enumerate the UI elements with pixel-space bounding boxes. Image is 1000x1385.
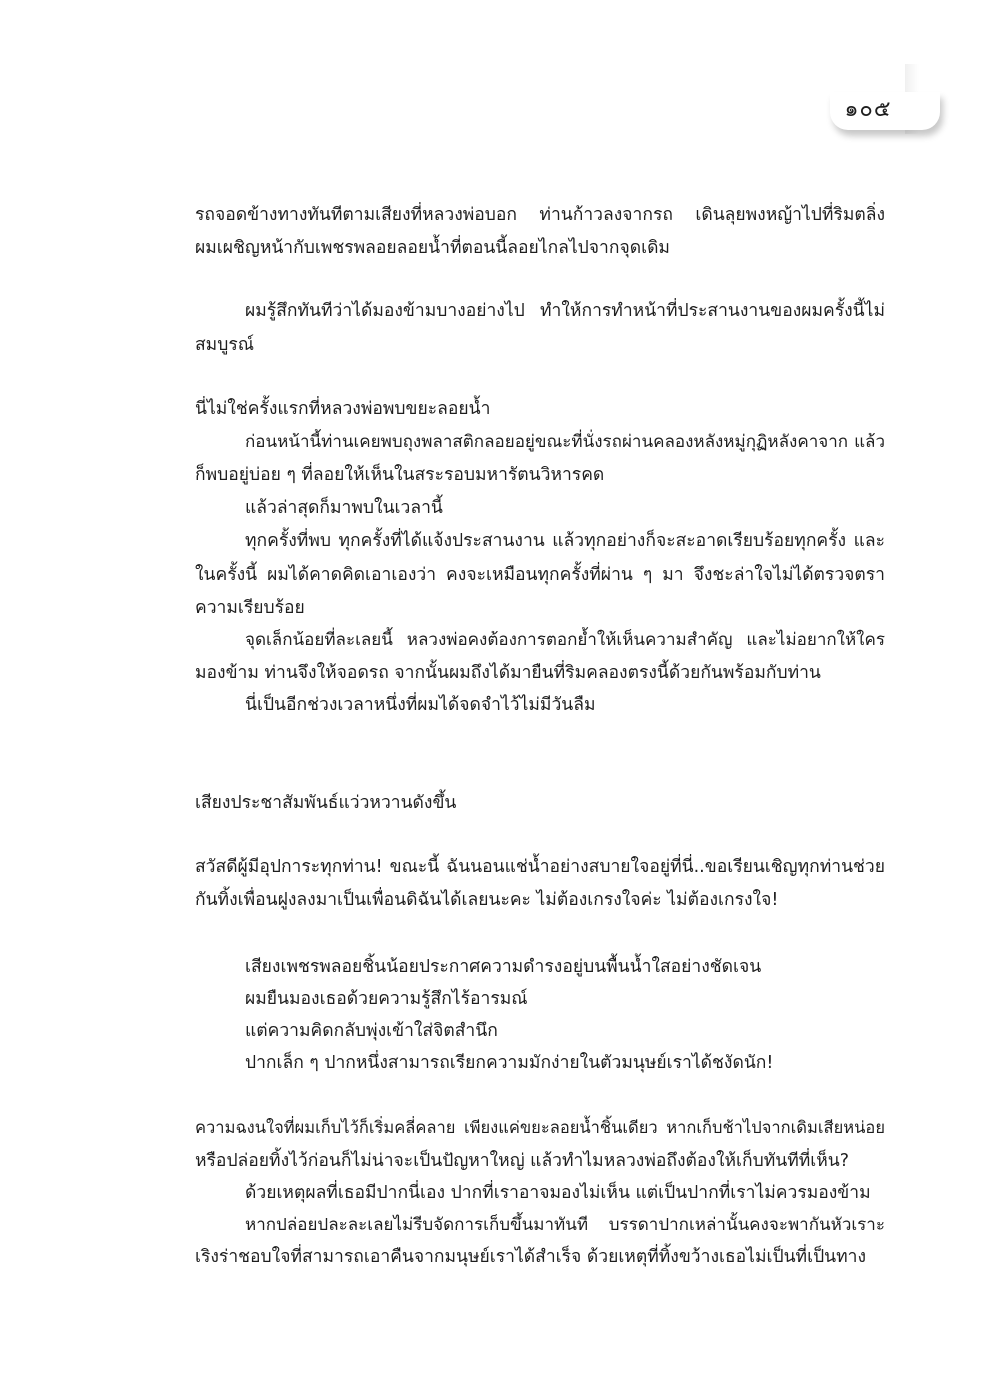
page-number: ๑๐๕ <box>844 97 892 122</box>
text-line: ความฉงนใจที่ผมเก็บไว้ก็เริ่มคลี่คลาย เพียงแค่ขยะลอยน้ำชิ้นเดียว หากเก็บช้าไปจากเดิมเสียหน่อย <box>195 1118 885 1137</box>
text-line: เสียงเพชรพลอยชิ้นน้อยประกาศความดำรงอยู่บนพื้นน้ำใสอย่างชัดเจน <box>245 957 762 977</box>
text-line: ปากเล็ก ๆ ปากหนึ่งสามารถเรียกความมักง่ายในตัวมนุษย์เราได้ชงัดนัก! <box>245 1053 774 1073</box>
text-line: รถจอดข้างทางทันทีตามเสียงที่หลวงพ่อบอก ท่านก้าวลงจากรถ เดินลุยพงหญ้าไปที่ริมตลิ่ง <box>195 205 885 225</box>
text-line: มองข้าม ท่านจึงให้จอดรถ จากนั้นผมถึงได้มายืนที่ริมคลองตรงนี้ด้วยกันพร้อมกับท่าน <box>195 663 821 683</box>
text-line: นี่ไม่ใช่ครั้งแรกที่หลวงพ่อพบขยะลอยน้ำ <box>195 399 491 419</box>
text-line: สมบูรณ์ <box>195 335 254 355</box>
text-line: หรือปล่อยทิ้งไว้ก่อนก็ไม่น่าจะเป็นปัญหาใหญ่ แล้วทำไมหลวงพ่อถึงต้องให้เก็บทันทีที่เห็น? <box>195 1151 850 1171</box>
text-line: ความเรียบร้อย <box>195 598 305 618</box>
text-line: ก็พบอยู่บ่อย ๆ ที่ลอยให้เห็นในสระรอบมหารัตนวิหารคด <box>195 465 605 485</box>
text-line: กันทิ้งเพื่อนฝูงลงมาเป็นเพื่อนดิฉันได้เลยนะคะ ไม่ต้องเกรงใจค่ะ ไม่ต้องเกรงใจ! <box>195 890 779 910</box>
text-line: เสียงประชาสัมพันธ์แว่วหวานดังขึ้น <box>195 793 457 813</box>
text-line: แล้วล่าสุดก็มาพบในเวลานี้ <box>245 498 443 518</box>
text-line: หากปล่อยปละละเลยไม่รีบจัดการเก็บขึ้นมาทันที บรรดาปากเหล่านั้นคงจะพากันหัวเราะ <box>245 1215 885 1235</box>
text-line: นี่เป็นอีกช่วงเวลาหนึ่งที่ผมได้จดจำไว้ไม่มีวันลืม <box>245 695 596 715</box>
text-line: ผมรู้สึกทันทีว่าได้มองข้ามบางอย่างไป ทำให้การทำหน้าที่ประสานงานของผมครั้งนี้ไม่ <box>245 301 885 321</box>
text-line: ผมเผชิญหน้ากับเพชรพลอยลอยน้ำที่ตอนนี้ลอยไกลไปจากจุดเดิม <box>195 238 670 258</box>
text-line: ก่อนหน้านี้ท่านเคยพบถุงพลาสติกลอยอยู่ขณะที่นั่งรถผ่านคลองหลังหมู่กุฏิหลังคาจาก แล้ว <box>245 432 885 452</box>
text-line: จุดเล็กน้อยที่ละเลยนี้ หลวงพ่อคงต้องการตอกย้ำให้เห็นความสำคัญ และไม่อยากให้ใคร <box>245 630 885 650</box>
text-line: ทุกครั้งที่พบ ทุกครั้งที่ได้แจ้งประสานงาน แล้วทุกอย่างก็จะสะอาดเรียบร้อยทุกครั้ง และ <box>245 531 885 551</box>
text-line: ผมยืนมองเธอด้วยความรู้สึกไร้อารมณ์ <box>245 989 528 1009</box>
text-line: แต่ความคิดกลับพุ่งเข้าใส่จิตสำนึก <box>245 1021 498 1041</box>
text-line: ในครั้งนี้ ผมได้คาดคิดเอาเองว่า คงจะเหมือนทุกครั้งที่ผ่าน ๆ มา จึงชะล่าใจไม่ได้ตรวจตรา <box>195 565 885 585</box>
text-line: เริงร่าชอบใจที่สามารถเอาคืนจากมนุษย์เราได้สำเร็จ ด้วยเหตุที่ทิ้งขว้างเธอไม่เป็นที่เป็นทาง <box>195 1247 867 1267</box>
text-line: สวัสดีผู้มีอุปการะทุกท่าน! ขณะนี้ ฉันนอนแช่น้ำอย่างสบายใจอยู่ที่นี่..ขอเรียนเชิญทุกท่านช่วย <box>195 857 885 877</box>
text-line: ด้วยเหตุผลที่เธอมีปากนี่เอง ปากที่เราอาจมองไม่เห็น แต่เป็นปากที่เราไม่ควรมองข้าม <box>245 1183 871 1203</box>
